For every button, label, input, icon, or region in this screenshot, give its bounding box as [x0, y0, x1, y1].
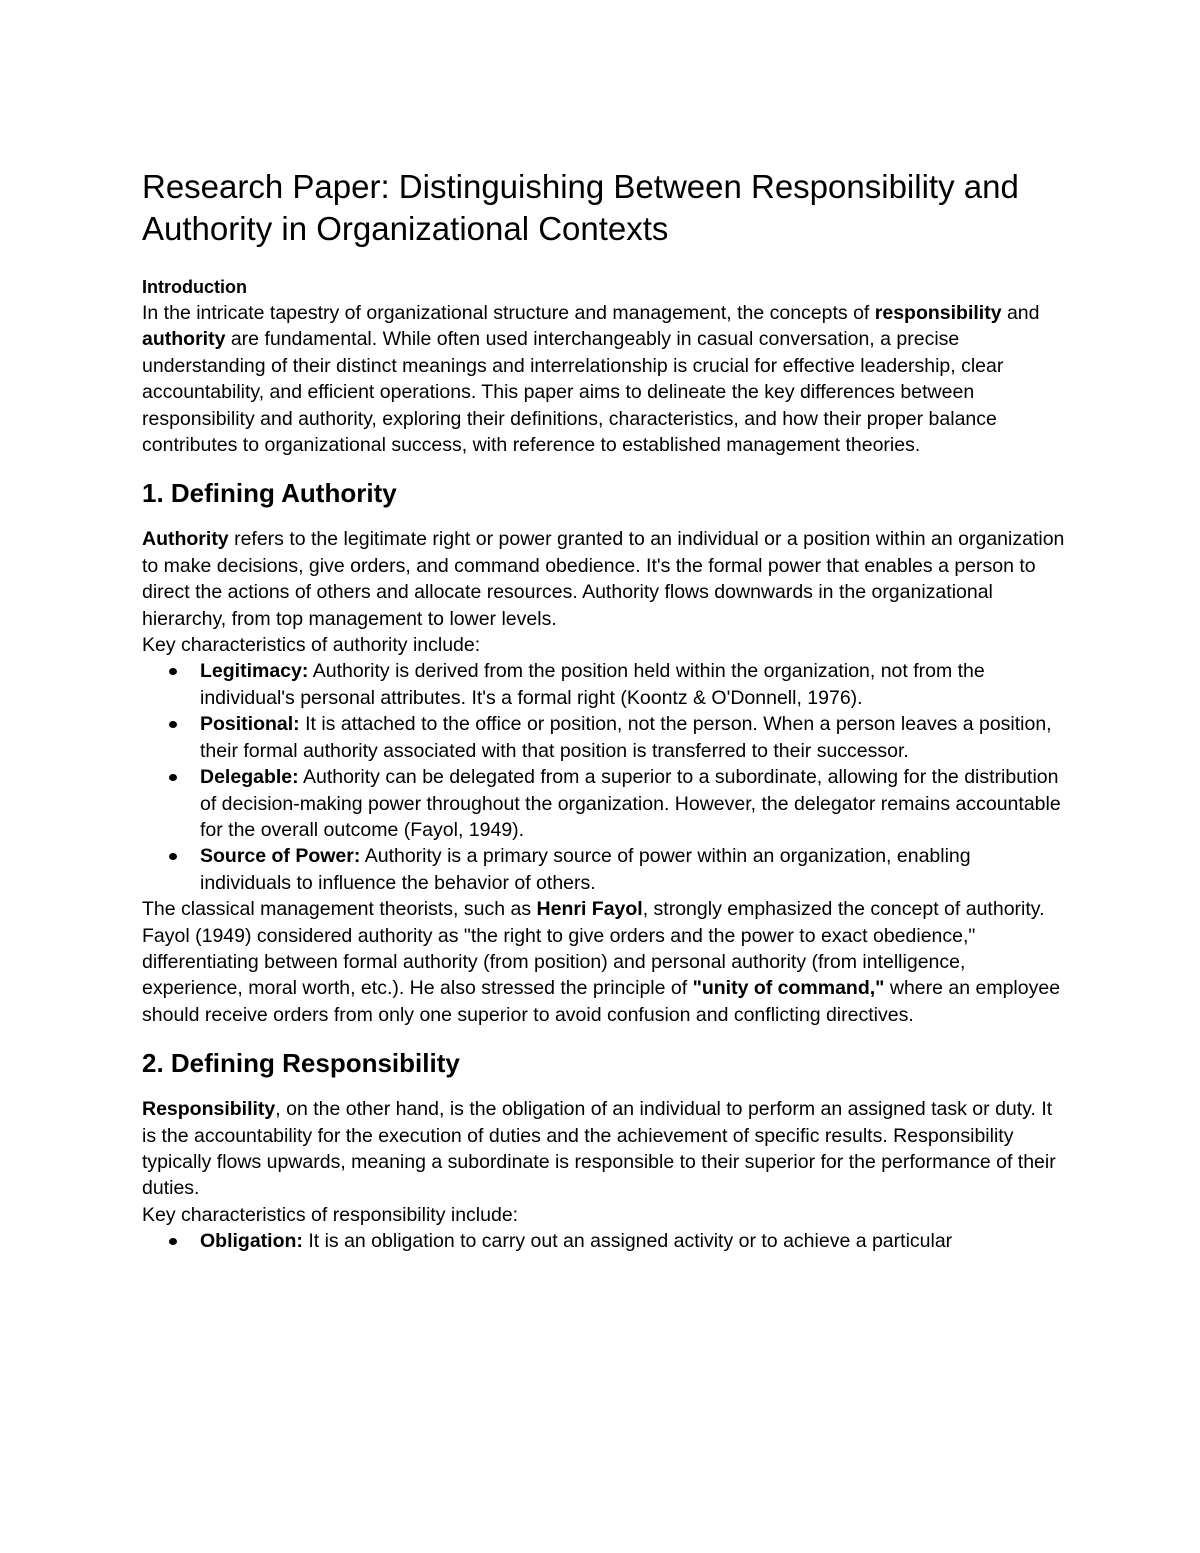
- fayol-paragraph: [142, 896, 1067, 1028]
- list-item: [200, 1228, 1067, 1254]
- item-label: Delegable:: [200, 766, 299, 789]
- item-label: Positional:: [200, 713, 300, 736]
- fayol-text-2: , strongly emphasized the concept of authority. Fayol (1949) considered authority as "the right to give orders and the power to exact obedience," differentiating between formal authority (from position) and personal authority (from intelligence, experience, moral worth, etc.). He also stressed the principle of: [142, 898, 1045, 1000]
- document-body: [142, 166, 1067, 1255]
- bullet-icon: [169, 853, 177, 860]
- intro-text-2: and: [1001, 302, 1040, 324]
- authority-characteristics-list: [142, 658, 1067, 896]
- fayol-text-1: The classical management theorists, such as: [142, 898, 537, 921]
- authority-definition: [142, 526, 1067, 632]
- section-1-heading: 1. Defining Authority: [142, 478, 397, 509]
- item-text: It is an obligation to carry out an assigned activity or to achieve a particular: [302, 1230, 953, 1253]
- bullet-icon: [169, 774, 177, 781]
- introduction-paragraph: [142, 300, 1067, 458]
- item-label: Obligation:: [200, 1230, 303, 1253]
- responsibility-characteristics-list: [142, 1228, 1067, 1254]
- responsibility-list-intro: Key characteristics of responsibility include:: [142, 1203, 519, 1226]
- item-text: Authority is a primary source of power within an organization, enabling individuals to influence the behavior of others.: [200, 845, 971, 894]
- bullet-icon: [169, 668, 177, 675]
- intro-text-1: In the intricate tapestry of organizational structure and management, the concepts of: [142, 302, 875, 324]
- intro-term-authority: authority: [142, 328, 226, 351]
- intro-text-3: are fundamental. While often used interchangeably in casual conversation, a precise understanding of their distinct meanings and interrelationship is crucial for effective leadership, clear accountability, and efficient operations. This paper aims to delineate the key differences between responsibility and authority, exploring their definitions, characteristics, and how their proper balance contributes to organizational success, with reference to established management theories.: [142, 328, 1004, 457]
- item-text: It is attached to the office or position, not the person. When a person leaves a position, their formal authority associated with that position is transferred to their successor.: [200, 713, 1052, 762]
- list-item: [200, 764, 1067, 843]
- item-text: Authority can be delegated from a superior to a subordinate, allowing for the distribution of decision-making power throughout the organization. However, the delegator remains accountable for the overall outcome (Fayol, 1949).: [200, 766, 1061, 841]
- fayol-name: Henri Fayol: [536, 898, 643, 921]
- item-label: Source of Power:: [200, 845, 361, 868]
- item-text: Authority is derived from the position held within the organization, not from the individual's personal attributes. It's a formal right (Koontz & O'Donnell, 1976).: [200, 660, 985, 709]
- authority-def-text: refers to the legitimate right or power granted to an individual or a position within an organization to make decisions, give orders, and command obedience. It's the formal power that enables a person to direct the actions of others and allocate resources. Authority flows downwards in the organizational hierarchy, from top management to lower levels.: [142, 528, 1065, 630]
- item-label: Legitimacy:: [200, 660, 309, 683]
- introduction-heading: Introduction: [142, 277, 247, 297]
- document-title: Research Paper: Distinguishing Between Responsibility and Authority in Organizational Contexts: [142, 168, 1019, 247]
- intro-term-responsibility: responsibility: [874, 302, 1002, 324]
- bullet-icon: [169, 721, 177, 728]
- list-item: [200, 658, 1067, 711]
- responsibility-definition: [142, 1096, 1067, 1202]
- list-item: [200, 711, 1067, 764]
- responsibility-def-text: , on the other hand, is the obligation of an individual to perform an assigned task or duty. It is the accountability for the execution of duties and the achievement of specific results. Responsibility typically flows upwards, meaning a subordinate is responsible to their superior for the performance of their duties.: [142, 1098, 1056, 1200]
- list-item: [200, 843, 1067, 896]
- bullet-icon: [169, 1238, 177, 1245]
- authority-list-intro: Key characteristics of authority include:: [142, 634, 481, 657]
- authority-def-term: Authority: [142, 528, 229, 551]
- unity-of-command-term: "unity of command,": [692, 977, 885, 1000]
- section-2-heading: 2. Defining Responsibility: [142, 1048, 460, 1079]
- fayol-text-3: where an employee should receive orders from only one superior to avoid confusion and conflicting directives.: [142, 977, 1061, 1026]
- responsibility-def-term: Responsibility: [142, 1098, 276, 1121]
